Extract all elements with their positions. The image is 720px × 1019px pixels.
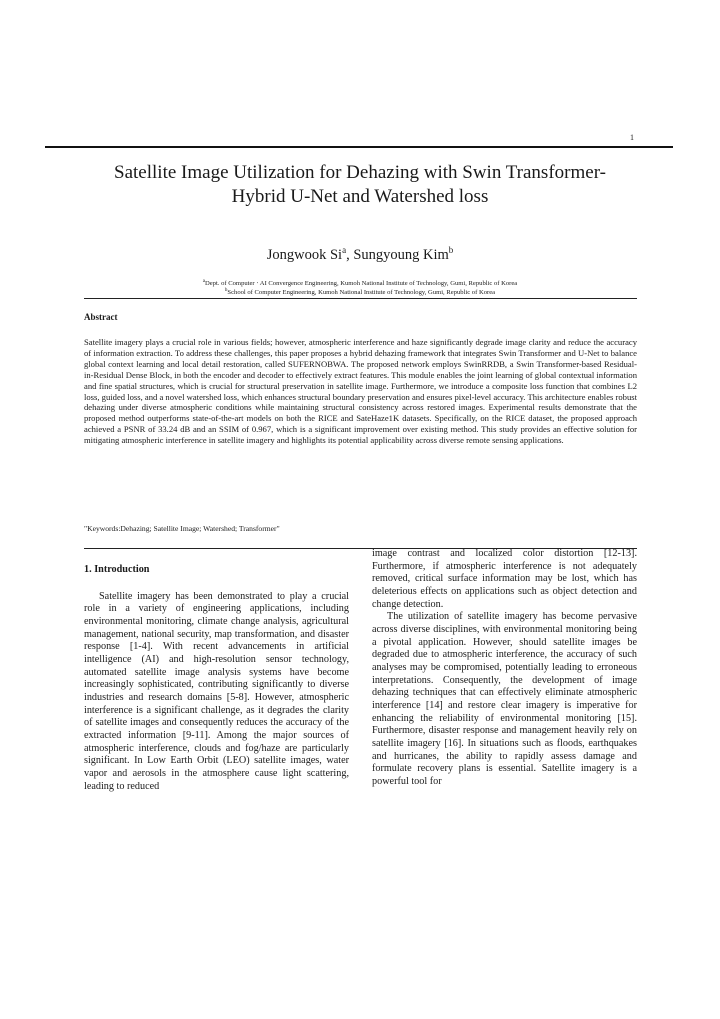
author-list — [60, 246, 660, 264]
author-name: Sungyoung Kim — [353, 247, 449, 263]
affiliation-b: $^b$School of Computer Engineering, Kumoh National Institute of Technology, Gumi, Republic of Korea — [224, 287, 496, 296]
title-line-1: Satellite Image Utilization for Dehazing with Swin Transformer- — [114, 162, 606, 183]
header-rule — [45, 146, 673, 148]
author-affiliation-mark: b — [448, 245, 454, 256]
author-separator: , — [346, 247, 354, 263]
paper-title — [60, 161, 660, 209]
affiliation-a: $^a$Dept. of Computer ⋅ AI Convergence Engineering, Kumoh National Institute of Technology, Gumi, Republic of Korea — [202, 278, 518, 287]
affiliation-rule — [84, 298, 637, 299]
author-affiliation-mark: a — [342, 245, 347, 256]
abstract-text: Satellite imagery plays a crucial role in various fields; however, atmospheric interference and haze significantly degrade image clarity and reduce the accuracy of information extraction. To address these challenges, this paper proposes a hybrid dehazing framework that integrates Swin Transformer and U-Net to balance global context learning and local detail restoration, called SUFERNOBWA. The proposed network employs SwinRRDB, a Swin Transformer-based Residual-in-Residual Dense Block, in both the encoder and decoder to effectively extract features. This module enables the joint learning of global contextual information and fine spatial structures, which is crucial for structural preservation in satellite image. Furthermore, we introduce a composite loss function that combines L2 loss, guided loss, and a novel watershed loss, which enhances structural boundary preservation and ensures pixel-level accuracy. This architecture enables robust dehazing under diverse atmospheric conditions while maintaining structural consistency across restored images. Experimental results demonstrate that the proposed method outperforms state-of-the-art models on both the RICE and SateHaze1K datasets. Specifically, on the RICE dataset, the proposed approach achieved a PSNR of 33.24 dB and an SSIM of 0.967, which is a significant improvement over existing method. This study provides an effective solution for mitigating atmospheric interference in satellite imagery and highlights its potential applicability across diverse remote sensing applications. — [84, 337, 637, 446]
body-paragraph: image contrast and localized color distortion [12-13]. Furthermore, if atmospheric interference is not adequately removed, critical surface information may be lost, which has deleterious effects on applications such as object detection and change detection. — [372, 548, 637, 610]
author-name: Jongwook Si — [266, 247, 343, 263]
affiliation-list — [60, 279, 660, 297]
abstract-heading: Abstract — [84, 312, 118, 322]
right-column — [372, 548, 637, 788]
keywords: "Keywords:Dehazing; Satellite Image; Watershed; Transformer" — [84, 524, 280, 533]
body-paragraph: Satellite imagery has been demonstrated to play a crucial role in a variety of engineering applications, including environmental monitoring, climate change analysis, agricultural management, national security, map transformation, and disaster response [1-4]. With recent advancements in artificial intelligence (AI) and high-resolution sensor technology, automated satellite image analysis systems have become increasingly sophisticated, contributing significantly to diverse industries and research domains [5-8]. However, atmospheric interference is a significant challenge, as it degrades the clarity of satellite images and consequently reduces the accuracy of the extracted information [9-11]. Among the major sources of atmospheric interference, clouds and fog/haze are particularly significant. In Low Earth Orbit (LEO) satellite images, water vapor and aerosols in the atmosphere cause light scattering, leading to reduced — [84, 590, 349, 792]
page-number: 1 — [630, 133, 634, 142]
left-column — [84, 564, 349, 793]
title-line-2: Hybrid U-Net and Watershed loss — [231, 186, 489, 207]
section-heading: 1. Introduction — [84, 564, 150, 575]
body-paragraph: The utilization of satellite imagery has become pervasive across diverse disciplines, with environmental monitoring being a pivotal application. However, should satellite images be degraded due to atmospheric interference, the accuracy of such analyses may be compromised, potentially leading to erroneous interpretations. Consequently, the development of image dehazing techniques that can effectively eliminate atmospheric interference [14] and restore clear imagery is imperative for enhancing the reliability of environmental monitoring [15]. Furthermore, disaster response and management heavily rely on satellite imagery [16]. In situations such as floods, earthquakes and hurricanes, the ability to rapidly assess damage and formulate recovery plans is essential. Satellite imagery is a powerful tool for — [372, 611, 637, 787]
